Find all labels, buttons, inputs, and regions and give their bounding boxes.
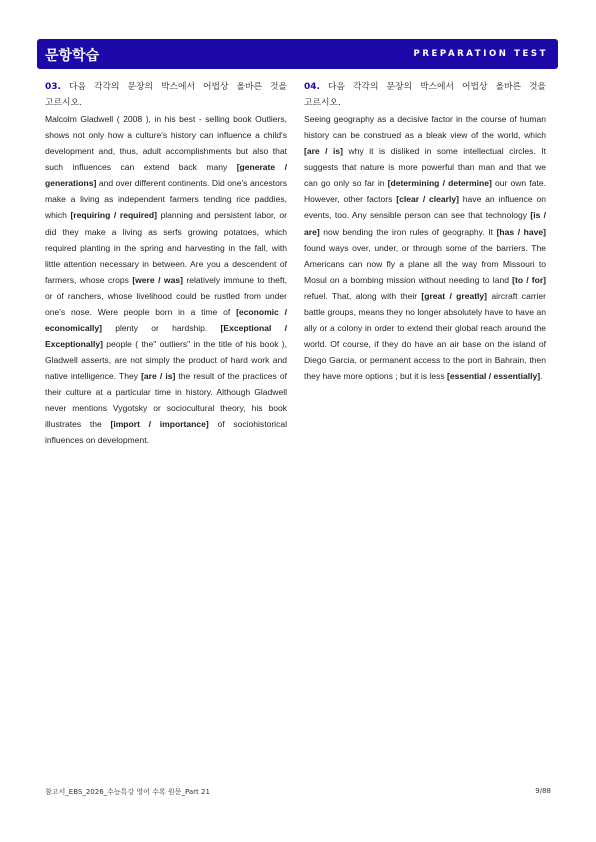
answer-choice-box: [determining / determine] <box>387 178 492 189</box>
answer-choice-box: [great / greatly] <box>421 290 488 301</box>
instruction-text: 다음 각각의 문장의 박스에서 어법상 올바른 것을 <box>327 82 547 92</box>
answer-choice-box: [import / importance] <box>110 419 209 430</box>
answer-choice-box: [requiring / required] <box>70 210 157 221</box>
header-tag: PREPARATION TEST <box>413 49 548 59</box>
question-number: 03. <box>45 82 61 92</box>
question-03 <box>45 80 287 448</box>
answer-choice-box: [has / have] <box>496 226 546 237</box>
question-04 <box>304 80 546 384</box>
answer-choice-box: [essential / essentially] <box>447 370 541 381</box>
footer-source: 참고서_EBS_2026_수능특강 영어 수록 원문_Part 21 <box>45 788 210 796</box>
passage-segment: the result of the practices of their culture at a particular time in history. Although Gladwell never mentions Vygotsky or sociocultural theory, his book illustrates the <box>45 370 287 430</box>
passage-segment: refuel. That, along with their <box>304 290 422 301</box>
answer-choice-box: [are / is] <box>304 146 344 157</box>
instruction-text-line2: 고르시오. <box>304 97 341 108</box>
answer-choice-box: [generate / generations] <box>45 162 287 189</box>
passage-segment: of sociohistorical influences on development. <box>45 419 287 446</box>
question-instruction <box>45 80 287 96</box>
passage-segment: Seeing geography as a decisive factor in the course of human history can be construed as a bleak view of the world, which <box>304 114 546 141</box>
page-header <box>37 39 558 69</box>
answer-choice-box: [to / for] <box>512 274 546 285</box>
passage-segment: plenty or hardship. <box>102 322 221 333</box>
passage-segment: . <box>540 370 543 381</box>
passage-segment: and over different continents. Did one's ancestors make a living as independent farmers tending rice paddies, which <box>45 178 287 221</box>
question-number: 04. <box>304 82 320 92</box>
passage-segment: why it is disliked in some intellectual circles. It suggests that nature is more powerful than man and that we can go only so far in <box>304 146 546 189</box>
question-instruction <box>304 80 546 96</box>
passage-segment: have an influence on events, too. Any sensible person can see that technology <box>304 194 546 221</box>
header-title: 문항학습 <box>45 48 100 64</box>
passage-text <box>45 111 287 448</box>
page-number: 9/88 <box>535 787 551 795</box>
passage-segment: aircraft carrier battle groups, means they no longer absolutely have to have an ally or a colony in order to extend their global reach around the world. Of course, if they do have an air base on the island of Diego Garcia, or permanent access to the port in Bahrain, then they have more options ; but it is less <box>304 290 547 381</box>
passage-text <box>304 111 546 384</box>
passage-segment: planning and persistent labor, or did they make a living as serfs growing potatoes, which required planting in the spring and harvesting in the fall, with little attention necessary in between. Are you a descendent of farmers, whose crops <box>45 210 287 285</box>
passage-segment: now bending the iron rules of geography. It <box>319 226 497 237</box>
answer-choice-box: [clear / clearly] <box>396 194 459 205</box>
answer-choice-box: [are / is] <box>141 370 176 381</box>
instruction-text: 다음 각각의 문장의 박스에서 어법상 올바른 것을 <box>68 82 288 92</box>
answer-choice-box: [economic / economically] <box>45 306 287 333</box>
answer-choice-box: [were / was] <box>132 274 183 285</box>
answer-choice-box: [Exceptional / Exceptionally] <box>45 322 287 349</box>
passage-segment: found ways over, under, or through some of the barriers. The Americans can now fly a plane all the way from Missouri to Mosul on a bombing mission without needing to land <box>304 242 546 285</box>
answer-choice-box: [is / are] <box>304 210 546 237</box>
passage-segment: relatively immune to theft, or of ranchers, whose livelihood could be rustled from under one's nose. Were people born in a time of <box>45 274 287 317</box>
passage-segment: people ( the" outliers" in the title of his book ), Gladwell asserts, are not simply the product of hard work and native intelligence. They <box>45 338 287 381</box>
passage-segment: Malcolm Gladwell ( 2008 ), in his best - selling book Outliers, shows not only how a culture's history can influence a child's development and, thus, adult accomplishments but also that such influences can extend back many <box>45 114 287 173</box>
instruction-text-line2: 고르시오. <box>45 97 82 108</box>
passage-segment: our own fate. However, other factors <box>304 178 546 205</box>
